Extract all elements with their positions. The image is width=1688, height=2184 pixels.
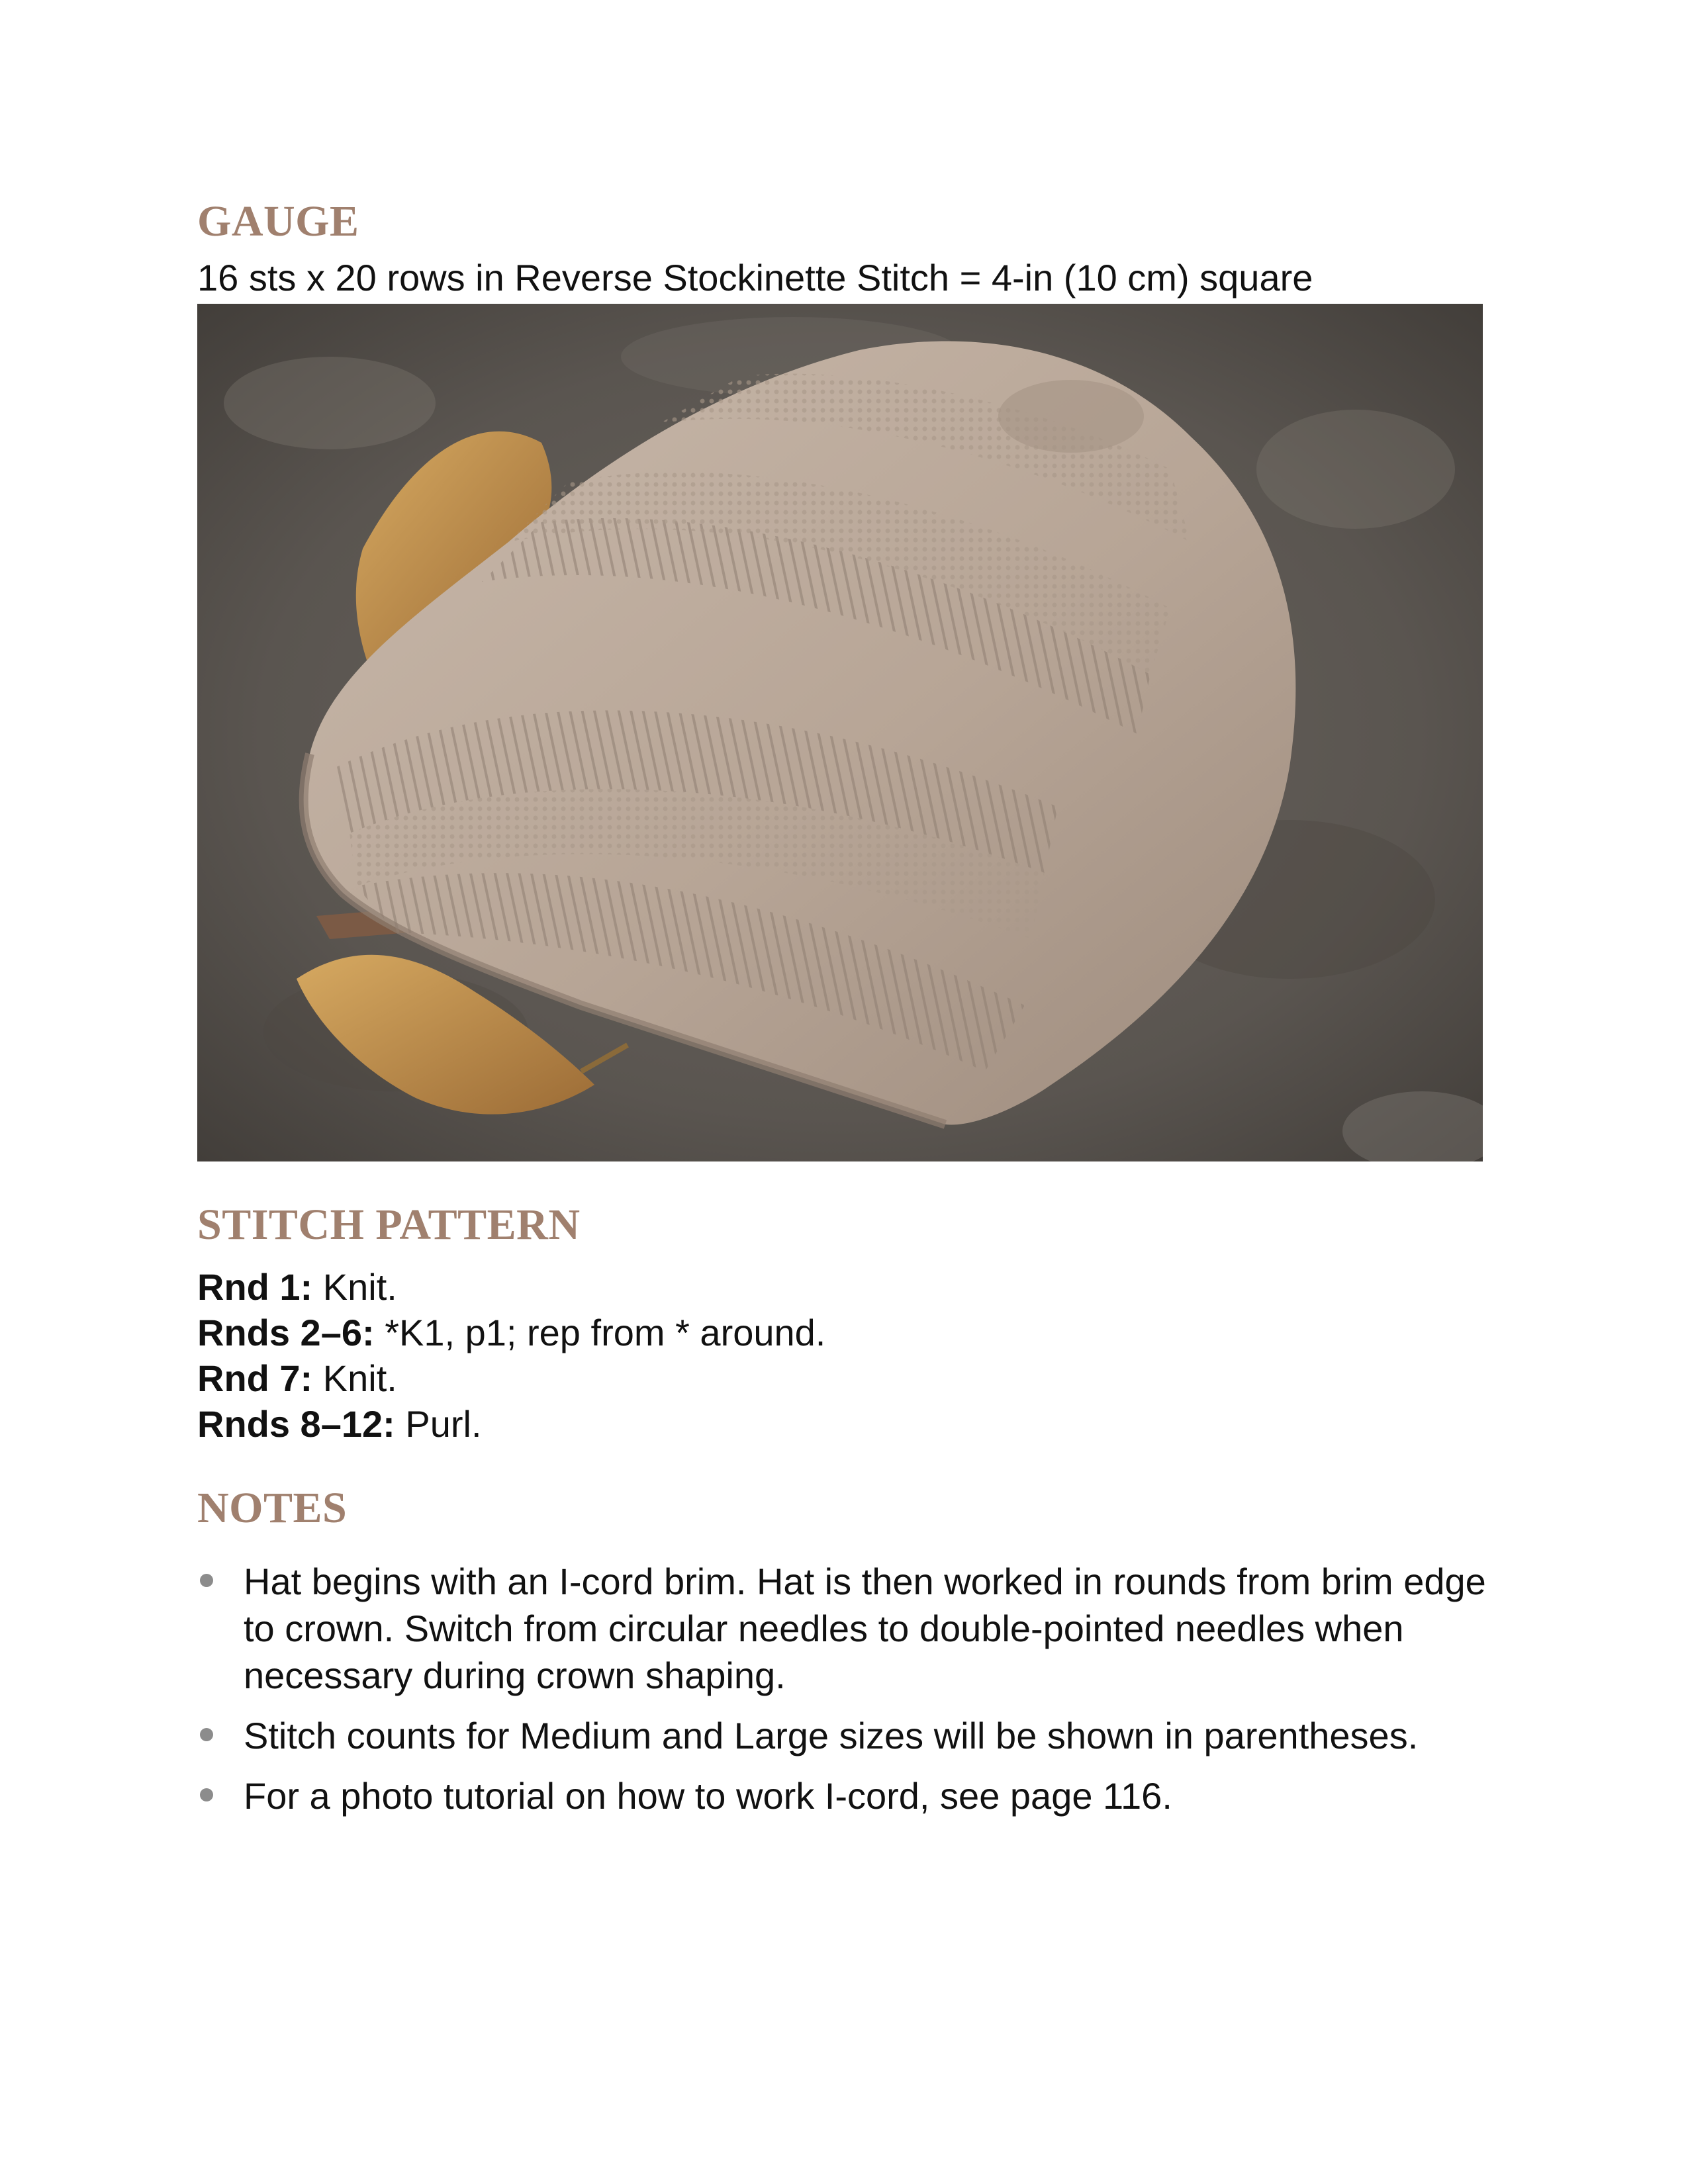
gauge-text: 16 sts x 20 rows in Reverse Stockinette Stitch = 4-in (10 cm) square bbox=[197, 257, 1313, 298]
knit-hat-photo-icon bbox=[197, 304, 1483, 1161]
stitch-row bbox=[197, 1310, 825, 1355]
row-label: Rnds 8–12: bbox=[197, 1403, 395, 1445]
stitch-row bbox=[197, 1401, 825, 1447]
list-item bbox=[197, 1712, 1495, 1759]
row-text: Purl. bbox=[395, 1403, 482, 1445]
list-item bbox=[197, 1772, 1495, 1819]
row-text: Knit. bbox=[312, 1357, 397, 1399]
stitch-row bbox=[197, 1264, 825, 1310]
note-text: Hat begins with an I-cord brim. Hat is then worked in rounds from brim edge to crown. Switch from circular needles to double-pointed needles when necessary during crown shaping. bbox=[244, 1561, 1486, 1696]
note-text: For a photo tutorial on how to work I-cord, see page 116. bbox=[244, 1775, 1172, 1817]
row-label: Rnds 2–6: bbox=[197, 1312, 375, 1353]
hat-photo bbox=[197, 304, 1483, 1161]
row-label: Rnd 1: bbox=[197, 1266, 313, 1308]
stitch-row bbox=[197, 1355, 825, 1401]
bullet-icon bbox=[200, 1788, 213, 1801]
note-text: Stitch counts for Medium and Large sizes will be shown in parentheses. bbox=[244, 1715, 1419, 1756]
row-text: Knit. bbox=[312, 1266, 397, 1308]
notes-list bbox=[197, 1558, 1495, 1833]
stitch-pattern-heading: STITCH PATTERN bbox=[197, 1201, 581, 1249]
bullet-icon bbox=[200, 1574, 213, 1587]
gauge-heading: GAUGE bbox=[197, 197, 359, 246]
stitch-pattern-list bbox=[197, 1264, 825, 1447]
row-label: Rnd 7: bbox=[197, 1357, 313, 1399]
bullet-icon bbox=[200, 1728, 213, 1741]
row-text: *K1, p1; rep from * around. bbox=[374, 1312, 826, 1353]
notes-heading: NOTES bbox=[197, 1484, 348, 1532]
list-item bbox=[197, 1558, 1495, 1699]
